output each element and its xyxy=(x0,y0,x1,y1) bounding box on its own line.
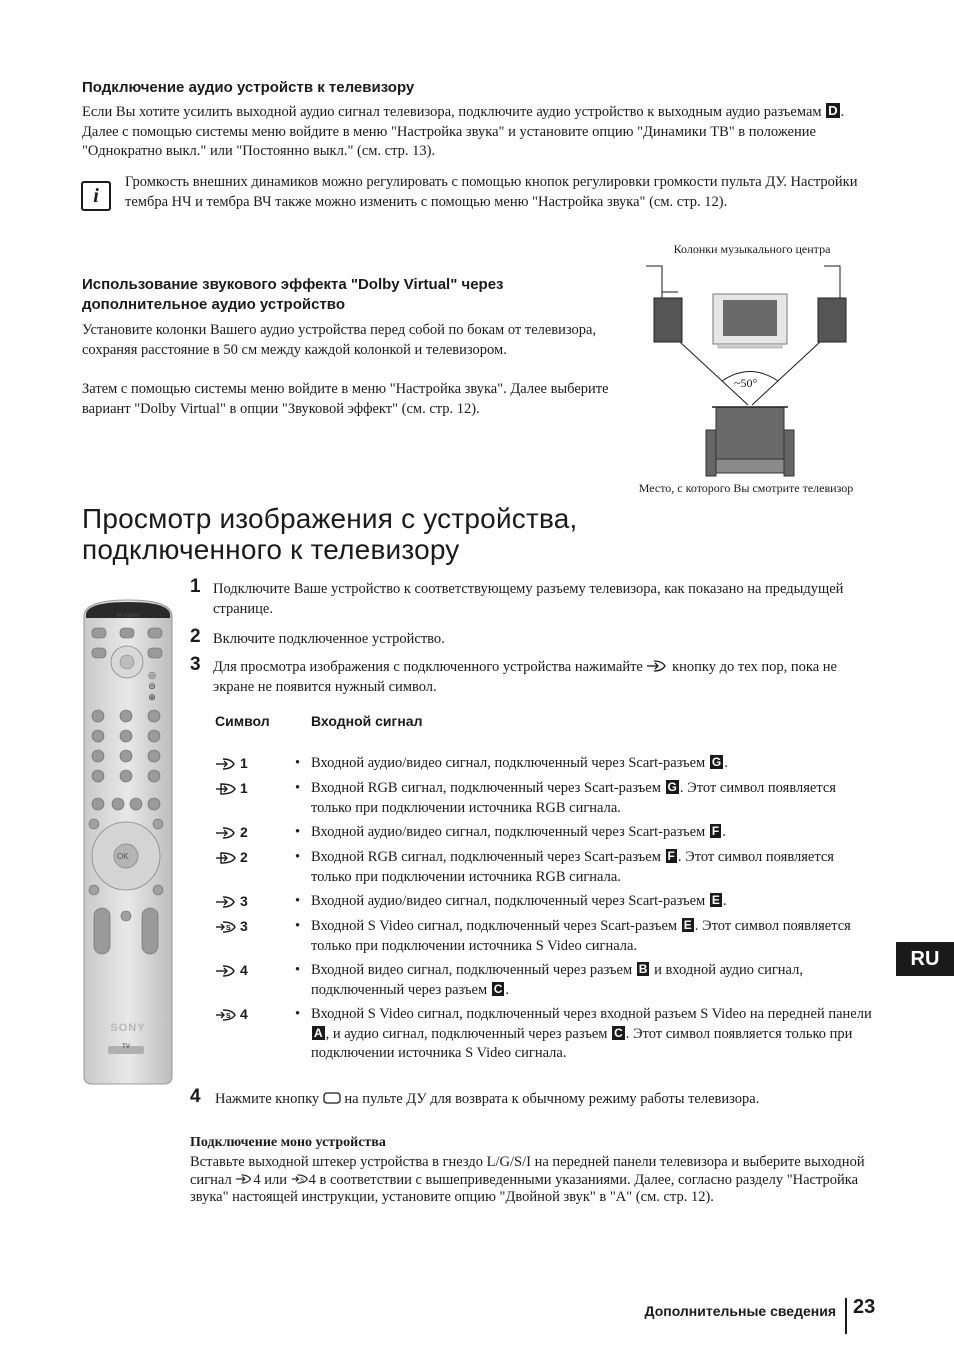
remote-ok-label: OK xyxy=(117,852,129,861)
audio-section-paragraph: Если Вы хотите усилить выходной аудио сигнал телевизора, подключите аудио устройство к выходным аудио разъемам D . Далее с помощью системы меню войдите в меню "Настройка звука" и установите опцию "Динамики ТВ" в положение "Однократно выкл." или "Постоянно выкл." (см. стр. 13). xyxy=(82,103,845,159)
input-button-icon xyxy=(646,659,668,673)
input-rgb-icon: 2 xyxy=(215,848,285,868)
remote-control-illustration xyxy=(80,598,176,1086)
dolby-section-heading: Использование звукового эффекта "Dolby Virtual" через дополнительное аудио устройство xyxy=(82,276,504,313)
dolby-paragraph-1: Установите колонки Вашего аудио устройства перед собой по бокам от телевизора, сохраняя расстояние в 50 см между каждой колонкой и телевизором. xyxy=(82,322,597,358)
right-speaker xyxy=(818,298,846,342)
page-number: 23 xyxy=(853,1296,876,1318)
mono-paragraph: Вставьте выходной штекер устройства в гнездо L/G/S/I на передней панели телевизора и выберите выходной сигнал 4 или S 4 в соответствии с вышеприведенными указаниями. Далее, согласно разделу "Настройка звука" настоящей инструкции, установите опцию "Двойной звук" в "A" (см. стр. 12). xyxy=(190,1154,865,1205)
mono-heading: Подключение моно устройства xyxy=(190,1135,386,1150)
step-2-number: 2 xyxy=(190,626,201,647)
language-tab: RU xyxy=(896,942,954,976)
table-row: 2 • Входной RGB сигнал, подключенный через Scart-разъем F . Этот символ появляется только при подключении источника RGB сигнала. xyxy=(215,848,875,888)
remote-side-buttons: ◎ ⊜ ⊕ xyxy=(148,670,156,702)
input-rgb-icon: 1 xyxy=(215,779,285,799)
table-row: 1 • Входной RGB сигнал, подключенный через Scart-разъем G . Этот символ появляется только при подключении источника RGB сигнала. xyxy=(215,779,875,819)
input-svideo-icon: S 3 xyxy=(215,917,285,937)
step-3-text: Для просмотра изображения с подключенного устройства нажимайте кнопку до тех пор, пока не экране не появится нужный символ. xyxy=(213,659,837,695)
page-title: Просмотр изображения с устройства, подключенного к телевизору xyxy=(82,503,578,565)
table-row: 3 • Входной аудио/видео сигнал, подключенный через Scart-разъем E . xyxy=(215,892,875,912)
input-svideo-icon: S 4 xyxy=(215,1005,285,1025)
table-row: 2 • Входной аудио/видео сигнал, подключенный через Scart-разъем F . xyxy=(215,823,875,843)
step-1-text: Подключите Ваше устройство к соответствующему разъему телевизора, как показано на предыдущей странице. xyxy=(213,581,844,617)
info-icon: i xyxy=(81,181,111,211)
svg-text:S: S xyxy=(226,924,231,932)
audio-section-heading: Подключение аудио устройств к телевизору xyxy=(82,79,415,96)
input-av-icon xyxy=(235,1173,253,1185)
remote-tv-label: TV xyxy=(122,1044,130,1050)
input-av-icon: 3 xyxy=(215,892,285,912)
input-av-icon: 4 xyxy=(215,961,285,981)
dolby-speaker-diagram xyxy=(640,240,870,500)
table-row: 1 • Входной аудио/видео сигнал, подключенный через Scart-разъем G . xyxy=(215,754,875,774)
connector-d-tag: D xyxy=(828,103,838,118)
remote-brand-logo: SONY xyxy=(110,1022,146,1034)
svg-text:S: S xyxy=(226,1012,231,1020)
input-av-icon: 1 xyxy=(215,754,285,774)
table-row: 4 • Входной видео сигнал, подключенный через разъем B и входной аудио сигнал, подключенный через разъем C . xyxy=(215,961,875,1001)
step-4-number: 4 xyxy=(190,1086,201,1107)
input-av-icon: 2 xyxy=(215,823,285,843)
table-header-symbol: Символ xyxy=(215,713,270,729)
table-row: S 4 • Входной S Video сигнал, подключенный через входной разъем S Video на передней панели A , и аудио сигнал, подключенный через разъем C . Этот символ появляется только при подключении источника S Video сигнала. xyxy=(215,1005,875,1065)
seat-label: Место, с которого Вы смотрите телевизор xyxy=(638,481,854,495)
step-4-text: Нажмите кнопку на пульте ДУ для возврата к обычному режиму работы телевизора. xyxy=(215,1091,760,1107)
step-3-number: 3 xyxy=(190,654,201,675)
footer-divider xyxy=(845,1298,847,1334)
svg-text:S: S xyxy=(299,1176,304,1183)
table-row: S 3 • Входной S Video сигнал, подключенный через Scart-разъем E . Этот символ появляется только при подключении источника S Video сигнала. xyxy=(215,917,875,957)
remote-drawing xyxy=(80,598,176,1086)
left-speaker xyxy=(654,298,682,342)
speakers-label: Колонки музыкального центра xyxy=(673,242,831,256)
diagram-drawing xyxy=(640,240,870,500)
angle-label: ~50° xyxy=(734,376,758,390)
input-svideo-icon xyxy=(291,1173,309,1185)
step-2-text: Включите подключенное устройство. xyxy=(213,631,445,647)
tv-button-icon xyxy=(323,1092,341,1104)
step-1-number: 1 xyxy=(190,576,201,597)
remote-top-label: AV/VIDEO xyxy=(116,614,140,619)
table-header-signal: Входной сигнал xyxy=(311,713,423,729)
info-note: Громкость внешних динамиков можно регулировать с помощью кнопок регулировки громкости пульта ДУ. Настройки тембра НЧ и тембра ВЧ также можно изменить с помощью меню "Настройка звука" (см. стр. 12). xyxy=(125,174,858,210)
dolby-paragraph-2: Затем с помощью системы меню войдите в меню "Настройка звука". Далее выберите вариант "Dolby Virtual" в опции "Звуковой эффект" (см. стр. 12). xyxy=(82,381,609,417)
footer-section-title: Дополнительные сведения xyxy=(644,1303,836,1319)
